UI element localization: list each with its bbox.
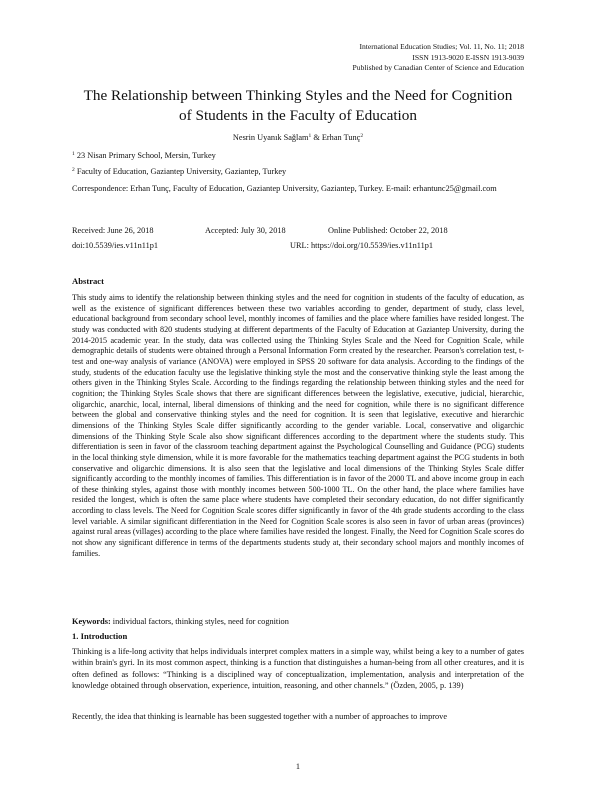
publication-dates xyxy=(72,226,524,238)
author-2-sup: 2 xyxy=(360,133,364,139)
publisher-info: Published by Canadian Center of Science and Education xyxy=(352,63,524,72)
abstract-text: This study aims to identify the relationship between thinking styles and the need for cognition in students of the faculty of education, as well as the existence of significant differences between these two variables according to gender, department of study, class level, educational background from secondary school level, monthly incomes of families and the place where families have resided longest. The study was conducted with 820 students studying at different departments of the Faculty of Education at Gaziantep University, during the 2014-2015 academic year. In the study, data was collected using the Thinking Styles Scale and the Need for Cognition Scale, while demographic details of students were obtained through a Personal Information Form created by the researcher. Pearson's correlation test, t-test and one-way analysis of variance (ANOVA) were employed in SPSS 20 software for data analysis. According to the findings of the study, students of the education faculty use the legislative thinking style the most and the conservative thinking style the least among the others given in the Thinking Styles Scale. According to the findings regarding the relationship between thinking styles and the need for cognition; the Thinking Styles Scale shows that there are significant differences between the legislative, executive, judicial, hierarchic, oligarchic, anarchic, local, internal, liberal dimensions of thinking and the need for cognition, while there is no significant difference between the global and conservative thinking styles and the need for cognition. It is seen that legislative, executive and hierarchic dimensions of the Thinking Styles Scale differ significantly according to the gender variable. Local, conservative and oligarchic dimensions of the Thinking Style Scale also show significant differences according to the department where the students study. This differentiation is seen in favor of the classroom teaching department against the Psychological Counselling and Guidance (PCG) students in the local thinking style dimension, while it is more favorable for the mathematics teaching department against the PCG students in both conservative and oligarchic dimensions. It is also seen that the legislative and local dimensions of the Thinking Styles Scale differ significantly according to the monthly incomes of families. This differentiation is in favor of the 2000 TL and above income group in each of these thinking styles, against those with monthly incomes between 500-1000 TL. On the other hand, the place where families have resided the longest, which is often the same place where students have completed their secondary education, do not differ significantly according to class levels. The Need for Cognition Scale scores differ significantly in favor of the 4th grade students according to the class level variable. A similar significant differentiation in the Need for Cognition Scale scores is also seen in favor of urban areas (provinces) against rural areas (villages) according to the place where families have resided the longest. Finally, the Need for Cognition Scale scores do not show any significant difference in terms of the departments students study at, their secondary school majors and monthly incomes of families. xyxy=(72,293,524,558)
journal-info: International Education Studies; Vol. 11, No. 11; 2018 xyxy=(359,42,524,51)
introduction-paragraph-1: Thinking is a life-long activity that helps individuals interpret complex matters in a simple way, whilst being a key to a number of gates within brain's gyri. In its most common aspect, thinking is a function that distinguishes a human-being from all other creatures, and it is often defined as follows: “Thinking is a disciplined way of conceptualization, implementation, analysis and interpretation of the knowledge obtained through observation, experience, intuition, reasoning, and other channels.” (Özden, 2005, p. 139) xyxy=(72,647,524,691)
affiliation-2 xyxy=(72,167,286,176)
received-date: Received: June 26, 2018 xyxy=(72,226,154,235)
correspondence: Correspondence: Erhan Tunç, Faculty of Education, Gaziantep University, Gaziantep, Turkey. E-mail: erhantunc25@gmail.com xyxy=(72,184,497,193)
author-line xyxy=(72,133,524,142)
keywords xyxy=(72,617,524,626)
author-separator: & Erhan Tunç xyxy=(311,133,361,142)
affiliation-1 xyxy=(72,151,216,160)
title-line-2: of Students in the Faculty of Education xyxy=(179,106,417,124)
affiliation-1-sup: 1 xyxy=(72,151,75,157)
page-number: 1 xyxy=(295,762,301,771)
introduction-heading: 1. Introduction xyxy=(72,631,128,641)
title-line-1: The Relationship between Thinking Styles and the Need for Cognition xyxy=(83,87,513,104)
issn-info: ISSN 1913-9020 E-ISSN 1913-9039 xyxy=(412,52,524,62)
doi: doi:10.5539/ies.v11n11p1 xyxy=(72,241,159,250)
affiliation-1-text: 23 Nisan Primary School, Mersin, Turkey xyxy=(76,151,216,160)
journal-header xyxy=(72,42,524,74)
accepted-date: Accepted: July 30, 2018 xyxy=(205,226,286,235)
doi-url[interactable]: URL: https://doi.org/10.5539/ies.v11n11p1 xyxy=(290,241,434,250)
author-1: Nesrin Uyanık Sağlam xyxy=(232,133,309,142)
author-1-sup: 1 xyxy=(308,133,312,139)
affiliation-2-text: Faculty of Education, Gaziantep University, Gaziantep, Turkey xyxy=(76,167,287,176)
online-date: Online Published: October 22, 2018 xyxy=(328,226,448,235)
keywords-label: Keywords: xyxy=(72,617,111,626)
paper-title xyxy=(72,86,524,125)
keywords-text: individual factors, thinking styles, need for cognition xyxy=(110,617,289,626)
abstract-heading: Abstract xyxy=(72,276,104,286)
affiliation-2-sup: 2 xyxy=(72,167,75,173)
introduction-paragraph-2: Recently, the idea that thinking is learnable has been suggested together with a number of approaches to improve xyxy=(72,712,448,721)
doi-line xyxy=(72,241,524,253)
